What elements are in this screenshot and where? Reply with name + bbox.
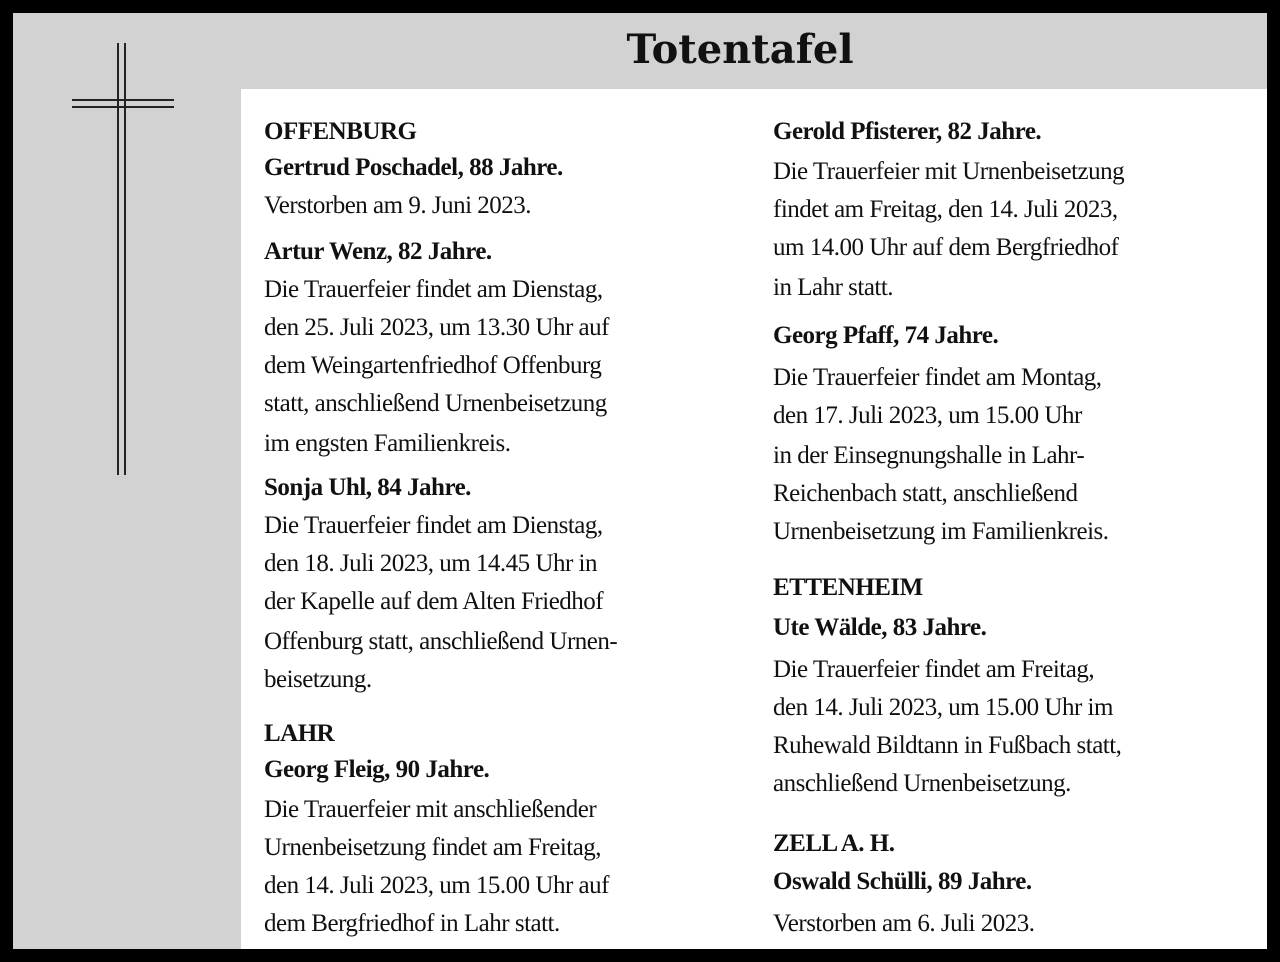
obituary-text: Die Trauerfeier findet am Dienstag, [264,512,603,539]
obituary-text: Verstorben am 9. Juni 2023. [264,192,532,219]
deceased-name: Artur Wenz, 82 Jahre. [264,238,492,265]
obituary-text: den 14. Juli 2023, um 15.00 Uhr auf [264,872,609,899]
obituary-text: in Lahr statt. [773,274,894,301]
deceased-name: Ute Wälde, 83 Jahre. [773,614,987,641]
deceased-name: Georg Pfaff, 74 Jahre. [773,322,999,349]
place-heading: LAHR [264,720,335,747]
obituary-text: Reichenbach statt, anschließend [773,480,1078,507]
place-heading: ETTENHEIM [773,574,923,601]
obituary-text: dem Weingartenfriedhof Offenburg [264,352,602,379]
obituary-text: Die Trauerfeier findet am Montag, [773,364,1102,391]
deceased-name: Gertrud Poschadel, 88 Jahre. [264,154,563,181]
obituary-text: Urnenbeisetzung im Familienkreis. [773,518,1109,545]
obituary-text: den 18. Juli 2023, um 14.45 Uhr in [264,550,597,577]
obituary-text: findet am Freitag, den 14. Juli 2023, [773,196,1118,223]
obituary-text: Die Trauerfeier mit anschließender [264,796,597,823]
obituary-text: statt, anschließend Urnenbeisetzung [264,390,607,417]
obituary-text: den 17. Juli 2023, um 15.00 Uhr [773,402,1082,429]
obituary-text: im engsten Familienkreis. [264,430,511,457]
obituary-text: Urnenbeisetzung findet am Freitag, [264,834,602,861]
obituary-text: der Kapelle auf dem Alten Friedhof [264,588,604,615]
obituary-text: den 25. Juli 2023, um 13.30 Uhr auf [264,314,609,341]
obituary-text: beisetzung. [264,666,372,693]
deceased-name: Oswald Schülli, 89 Jahre. [773,868,1032,895]
page-title: Totentafel [626,26,854,73]
deceased-name: Sonja Uhl, 84 Jahre. [264,474,471,501]
obituary-text: dem Bergfriedhof in Lahr statt. [264,910,560,937]
obituary-text: Ruhewald Bildtann in Fußbach statt, [773,732,1122,759]
place-heading: ZELL A. H. [773,830,895,857]
place-heading: OFFENBURG [264,118,417,145]
obituary-text: anschließend Urnenbeisetzung. [773,770,1071,797]
obituary-board [13,13,1267,949]
obituary-text: Die Trauerfeier mit Urnenbeisetzung [773,158,1125,185]
obituary-text: den 14. Juli 2023, um 15.00 Uhr im [773,694,1113,721]
obituary-text: in der Einsegnungshalle in Lahr- [773,442,1085,469]
content-panel [241,89,1267,949]
obituary-text: um 14.00 Uhr auf dem Bergfriedhof [773,234,1119,261]
obituary-text: Die Trauerfeier findet am Freitag, [773,656,1095,683]
deceased-name: Georg Fleig, 90 Jahre. [264,756,490,783]
obituary-text: Verstorben am 6. Juli 2023. [773,910,1035,937]
obituary-text: Offenburg statt, anschließend Urnen- [264,628,618,655]
deceased-name: Gerold Pfisterer, 82 Jahre. [773,118,1042,145]
obituary-text: Die Trauerfeier findet am Dienstag, [264,276,603,303]
